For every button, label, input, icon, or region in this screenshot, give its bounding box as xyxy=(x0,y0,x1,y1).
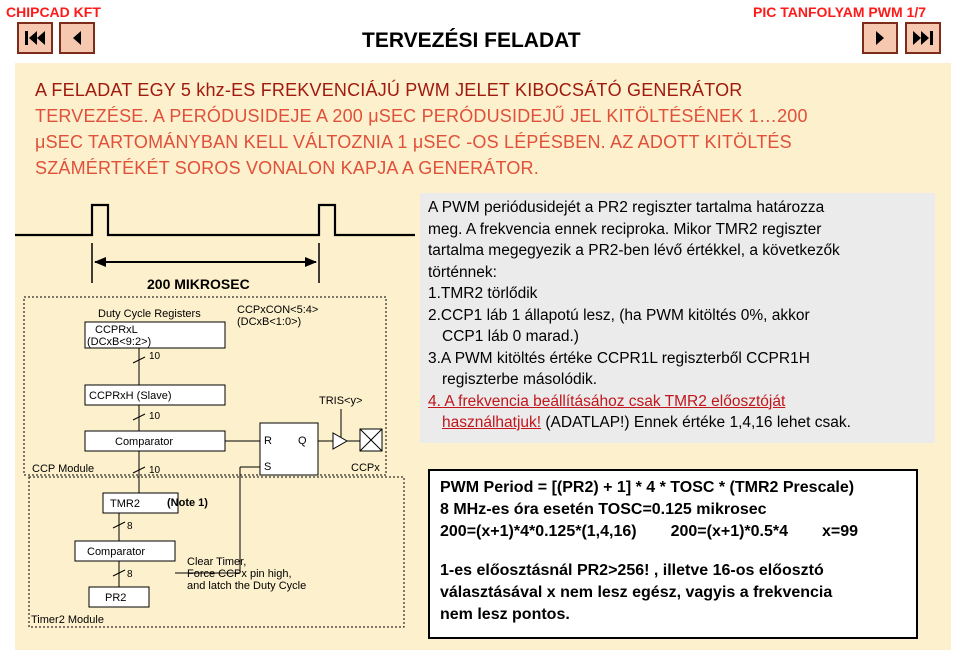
info-line-1: A PWM periódusidejét a PR2 regiszter tartalma határozza xyxy=(428,199,825,216)
period-label: 200 MIKROSEC xyxy=(147,276,250,292)
latch-r: R xyxy=(264,435,272,447)
info-item-3a: 3.A PWM kitöltés értéke CCPR1L regiszterből CCPR1H xyxy=(428,349,810,367)
bus-width-5: 8 xyxy=(127,569,133,580)
page-title: TERVEZÉSI FELADAT xyxy=(362,29,581,52)
formula-line-3 xyxy=(440,521,906,543)
info-line-3: tartalma megegyezik a PR2-ben lévő értékkel, a következők xyxy=(428,242,840,259)
period-arrow-right-head xyxy=(305,257,317,267)
register-explanation xyxy=(420,193,935,443)
latch-q: Q xyxy=(298,435,307,447)
formula-result: x=99 xyxy=(822,523,859,540)
info-item-4b xyxy=(428,412,935,434)
latch-s: S xyxy=(264,461,272,473)
ccpx-label: CCPx xyxy=(351,462,380,474)
info-item-2a: 2.CCP1 láb 1 állapotú lesz, (ha PWM kitöltés 0%, akkor xyxy=(428,306,810,324)
task-line-3: μSEC TARTOMÁNYBAN KELL VÁLTOZNIA 1 μSEC -OS LÉPÉSBEN. AZ ADOTT KITÖLTÉS xyxy=(35,132,792,152)
info-item-1: 1.TMR2 törlődik xyxy=(428,285,538,302)
ccprl-label-2: (DCxB<9:2>) xyxy=(87,336,152,348)
ccpcon-label-2: (DCxB<1:0>) xyxy=(237,316,302,328)
info-line-2: meg. A frekvencia ennek reciproka. Mikor TMR2 regiszter xyxy=(428,220,822,238)
formula-line-4: 1-es előosztásnál PR2>256! , illetve 16-os előosztó xyxy=(440,562,824,579)
formula-line-6: nem lesz pontos. xyxy=(440,606,570,623)
clear-note-3: and latch the Duty Cycle xyxy=(187,580,307,592)
info-item-4b-underlined: használhatjuk! xyxy=(442,414,542,431)
formula-line-5: választásával x nem lesz egész, vagyis a frekvencia xyxy=(440,584,833,601)
info-item-3b: regiszterbe másolódik. xyxy=(442,371,598,388)
comparator-bottom-label: Comparator xyxy=(87,546,146,558)
bus-width-4: 8 xyxy=(127,521,133,532)
task-line-4: SZÁMÉRTÉKÉT SOROS VONALON KAPJA A GENERÁTOR. xyxy=(35,158,539,178)
ccprh-label: CCPRxH (Slave) xyxy=(89,390,172,402)
bus-width-1: 10 xyxy=(149,351,161,362)
arrow-left-icon xyxy=(70,30,84,46)
skip-forward-icon xyxy=(911,30,935,46)
output-buffer xyxy=(333,433,347,449)
clear-note-2: Force CCPx pin high, xyxy=(187,568,292,580)
info-item-4b-rest: (ADATLAP!) Ennek értéke 1,4,16 lehet csak. xyxy=(541,414,851,431)
pr2-label: PR2 xyxy=(105,592,127,604)
formula-line-2: 8 MHz-es óra esetén TOSC=0.125 mikrosec xyxy=(440,501,767,518)
clear-note-1: Clear Timer, xyxy=(187,556,247,568)
pwm-formula-box xyxy=(428,469,918,639)
info-line-4: történnek: xyxy=(428,263,497,281)
formula-calc-a: 200=(x+1)*4*0.125*(1,4,16) xyxy=(440,523,637,540)
previous-page-button[interactable] xyxy=(59,22,95,54)
course-label: PIC TANFOLYAM PWM 1/7 xyxy=(753,4,926,20)
skip-back-icon xyxy=(23,30,47,46)
last-page-button[interactable] xyxy=(905,22,941,54)
bus-width-2: 10 xyxy=(149,411,161,422)
tmr2-label: TMR2 xyxy=(110,498,140,510)
content-panel xyxy=(15,63,951,650)
duty-regs-label: Duty Cycle Registers xyxy=(98,308,201,320)
company-name: CHIPCAD KFT xyxy=(6,4,101,20)
formula-calc-b: 200=(x+1)*0.5*4 xyxy=(670,523,789,540)
ccpcon-label-1: CCPxCON<5:4> xyxy=(237,304,319,316)
task-line-1: A FELADAT EGY 5 khz-ES FREKVENCIÁJÚ PWM JELET KIBOCSÁTÓ GENERÁTOR xyxy=(35,80,743,100)
pwm-waveform xyxy=(15,205,415,235)
bus-width-3: 10 xyxy=(149,465,161,476)
task-line-2: TERVEZÉSE. A PERÓDUSIDEJE A 200 μSEC PERÓDUSIDEJŰ JEL KITÖLTÉSÉNEK 1…200 xyxy=(35,106,808,126)
period-arrow-left-head xyxy=(94,257,106,267)
timer2-module-label: Timer2 Module xyxy=(31,614,104,626)
tris-label: TRIS<y> xyxy=(319,395,363,407)
ccprl-label-1: CCPRxL xyxy=(95,324,138,336)
comparator-top-label: Comparator xyxy=(115,436,174,448)
first-page-button[interactable] xyxy=(17,22,53,54)
arrow-right-icon xyxy=(873,30,887,46)
info-item-2b: CCP1 láb 0 marad.) xyxy=(442,328,579,345)
ccp-module-label: CCP Module xyxy=(32,463,95,475)
pwm-block-diagram xyxy=(15,63,415,650)
info-item-4a: 4. A frekvencia beállításához csak TMR2 előosztóját xyxy=(428,392,786,410)
note-label: (Note 1) xyxy=(167,497,208,509)
formula-line-1: PWM Period = [(PR2) + 1] * 4 * TOSC * (TMR2 Prescale) xyxy=(440,479,855,496)
next-page-button[interactable] xyxy=(862,22,898,54)
